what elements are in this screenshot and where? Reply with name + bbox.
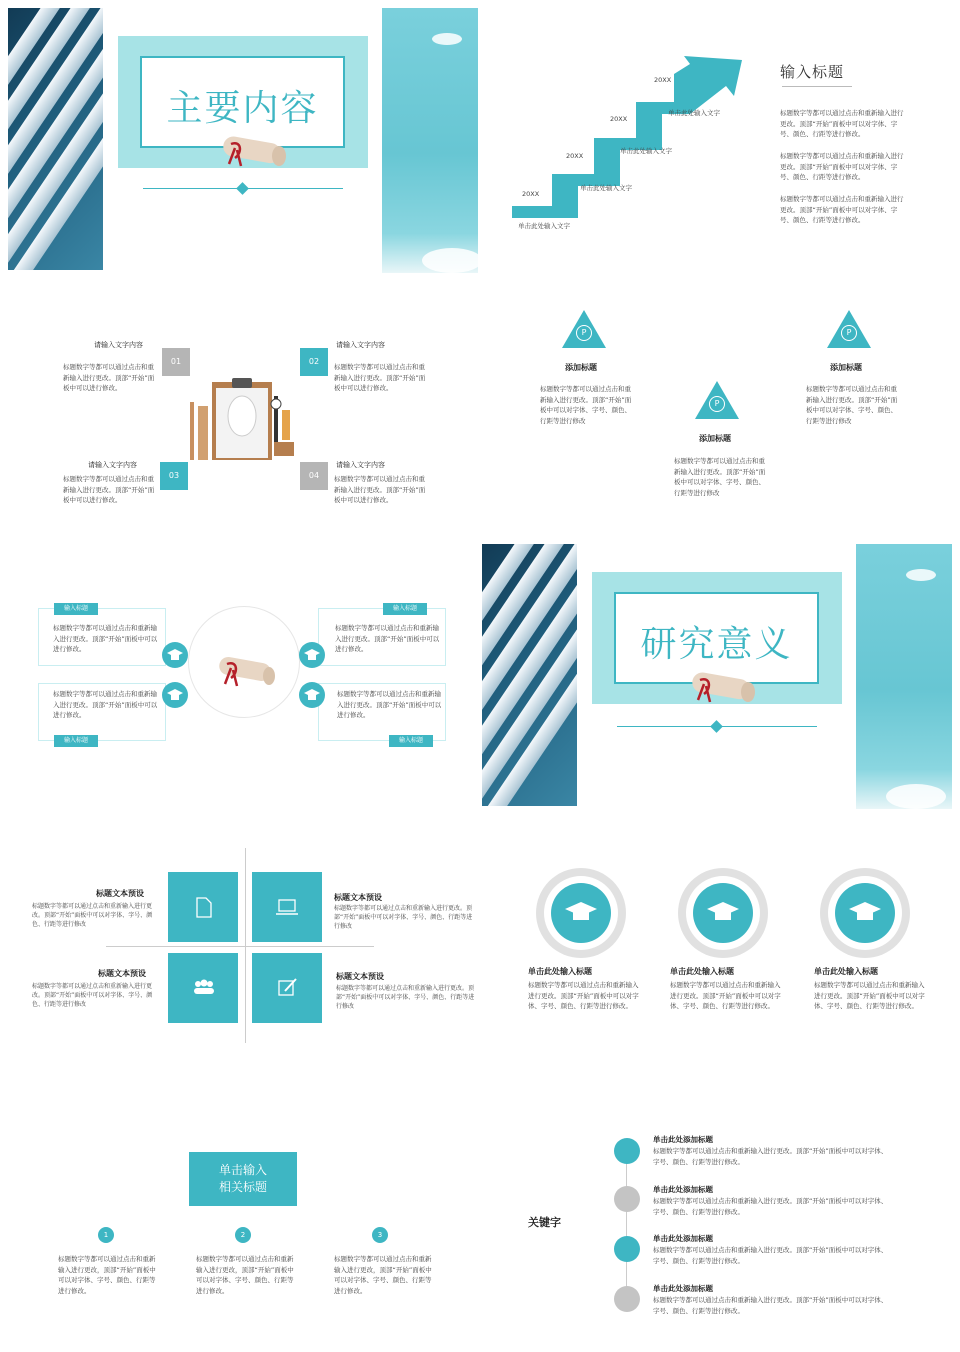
diploma-scroll-icon (682, 666, 762, 710)
item-text-4: 标题数字等都可以通过点击和重新输入进行更改。顶部“开始”面板中可以进行修改。 (334, 475, 426, 504)
quad-text-1: 标题数字等都可以通过点击和重新输入进行更改。顶部“开始”面板中可以对字体、字号、颜色、行距等进行修改 (32, 903, 153, 928)
quad-title-2: 标题文本预设 (334, 893, 382, 902)
card-text-4: 标题数字等都可以通过点击和重新输入进行更改。顶部“开始”面板中可以进行修改。 (337, 690, 442, 719)
keyword-label: 关键字 (528, 1216, 561, 1229)
laptop-tile (252, 872, 322, 942)
title-box (189, 1152, 297, 1206)
triangle-icon-2 (695, 381, 739, 419)
quad-title-4: 标题文本预设 (336, 972, 384, 981)
cap-ring-2 (678, 868, 768, 958)
step-text-1: 单击此处输入文字 (518, 222, 570, 230)
year-1: 20XX (522, 190, 540, 198)
step-text-3: 单击此处输入文字 (620, 147, 672, 155)
item-text-1: 标题数字等都可以通过点击和重新输入进行更改。顶部“开始”面板中可以进行修改。 (63, 363, 155, 392)
card-text-2: 标题数字等都可以通过点击和重新输入进行更改。顶部“开始”面板中可以进行修改。 (53, 690, 158, 719)
slide-research-significance (482, 544, 952, 809)
slide-main-content (8, 8, 478, 273)
timeline-text-2: 标题数字等都可以通过点击和重新输入进行更改。顶部“开始”面板中可以对字体、字号、颜色、行距等进行修改。 (653, 1197, 888, 1216)
ring-text-3: 标题数字等都可以通过点击和重新输入进行更改。顶部“开始”面板中可以对字体、字号、颜色、行距等进行修改。 (814, 981, 925, 1010)
item-number-2: 02 (300, 348, 328, 376)
card-tag-2: 输入标题 (54, 735, 98, 747)
item-title-4: 请输入文字内容 (336, 461, 385, 469)
info-card-4 (318, 683, 446, 741)
timeline-title-3: 单击此处添加标题 (653, 1234, 713, 1243)
laptop-icon (252, 872, 322, 942)
block-text-3: 标题数字等都可以通过点击和重新输入进行更改。顶部“开始”面板中可以对字体、字号、颜色、行距等进行修改 (806, 385, 898, 425)
graduation-cap-icon (299, 642, 325, 668)
timeline-dot-3 (614, 1236, 640, 1262)
slide-numbered (8, 1080, 478, 1345)
year-4: 20XX (654, 76, 672, 84)
pin-icon: P (709, 396, 725, 412)
slide-cards-circle (8, 544, 478, 809)
graduation-cap-icon (162, 682, 188, 708)
group-icon (168, 953, 238, 1023)
paragraph-2: 标题数字等都可以通过点击和重新输入进行更改。顶部“开始”面板中可以对字体、字号、颜色、行距等进行修改。 (780, 152, 904, 181)
item-text-3: 标题数字等都可以通过点击和重新输入进行更改。顶部“开始”面板中可以进行修改。 (63, 475, 155, 504)
item-title-1: 请输入文字内容 (94, 341, 143, 349)
item-number-1: 01 (162, 348, 190, 376)
ring-title-2: 单击此处输入标题 (670, 967, 734, 976)
diploma-scroll-icon (213, 652, 283, 692)
number-badge-3: 3 (372, 1227, 388, 1243)
sky-photo (856, 544, 952, 809)
timeline-dot-4 (614, 1286, 640, 1312)
card-tag-1: 输入标题 (54, 603, 98, 615)
ring-title-3: 单击此处输入标题 (814, 967, 878, 976)
slide-triangles (484, 276, 954, 541)
paragraph-1: 标题数字等都可以通过点击和重新输入进行更改。顶部“开始”面板中可以对字体、字号、颜色、行距等进行修改。 (780, 109, 904, 138)
block-title-1: 添加标题 (565, 363, 597, 372)
card-tag-3: 输入标题 (383, 603, 427, 615)
heading-underline (782, 86, 852, 87)
info-card-3 (318, 608, 446, 666)
timeline-line (626, 1150, 627, 1300)
year-3: 20XX (610, 115, 628, 123)
slide-timeline (484, 1080, 954, 1345)
edit-icon (252, 953, 322, 1023)
ring-text-1: 标题数字等都可以通过点击和重新输入进行更改。顶部“开始”面板中可以对字体、字号、颜色、行距等进行修改。 (528, 981, 639, 1010)
step-text-2: 单击此处输入文字 (580, 184, 632, 192)
pdf-icon (168, 872, 238, 942)
number-badge-1: 1 (98, 1227, 114, 1243)
info-card-1 (38, 608, 166, 666)
pdf-tile (168, 872, 238, 942)
item-number-4: 04 (300, 462, 328, 490)
graduation-cap-icon (693, 883, 753, 943)
graduation-cap-icon (162, 642, 188, 668)
timeline-title-4: 单击此处添加标题 (653, 1284, 713, 1293)
item-title-3: 请输入文字内容 (88, 461, 137, 469)
slide-staircase (484, 8, 954, 273)
numbered-text-2: 标题数字等都可以通过点击和重新输入进行更改，顶部“开始”面板中可以对字体、字号、颜色、行距等进行修改。 (196, 1255, 294, 1295)
quad-text-4: 标题数字等都可以通过点击和重新输入进行更改。顶部“开始”面板中可以对字体、字号、颜色、行距等进行修改 (336, 985, 475, 1010)
graduation-cap-icon (835, 883, 895, 943)
quad-title-1: 标题文本预设 (96, 889, 144, 898)
ring-text-2: 标题数字等都可以通过点击和重新输入进行更改。顶部“开始”面板中可以对字体、字号、颜色、行距等进行修改。 (670, 981, 781, 1010)
step-text-4: 单击此处输入文字 (668, 109, 720, 117)
quad-title-3: 标题文本预设 (98, 969, 146, 978)
diploma-scroll-icon (213, 130, 293, 174)
year-2: 20XX (566, 152, 584, 160)
timeline-dot-1 (614, 1138, 640, 1164)
sky-photo (382, 8, 478, 273)
timeline-dot-2 (614, 1186, 640, 1212)
graduation-cap-icon (551, 883, 611, 943)
info-card-2 (38, 683, 166, 741)
item-title-2: 请输入文字内容 (336, 341, 385, 349)
slide-title: 研究意义 (640, 624, 793, 665)
item-number-3: 03 (160, 462, 188, 490)
card-text-3: 标题数字等都可以通过点击和重新输入进行更改。顶部“开始”面板中可以进行修改。 (335, 624, 440, 653)
quad-text-3: 标题数字等都可以通过点击和重新输入进行更改。顶部“开始”面板中可以对字体、字号、颜色、行距等进行修改 (32, 983, 153, 1008)
timeline-title-1: 单击此处添加标题 (653, 1135, 713, 1144)
slide-quadrant (8, 812, 478, 1077)
title-line-2: 相关标题 (218, 1180, 267, 1194)
block-title-2: 添加标题 (699, 434, 731, 443)
block-text-2: 标题数字等都可以通过点击和重新输入进行更改。顶部“开始”面板中可以对字体、字号、颜色、行距等进行修改 (674, 457, 766, 497)
block-title-3: 添加标题 (830, 363, 862, 372)
pin-icon: P (576, 325, 592, 341)
block-text-1: 标题数字等都可以通过点击和重新输入进行更改。顶部“开始”面板中可以对字体、字号、颜色、行距等进行修改 (540, 385, 632, 425)
number-badge-2: 2 (235, 1227, 251, 1243)
building-photo (8, 8, 103, 270)
item-text-2: 标题数字等都可以通过点击和重新输入进行更改。顶部“开始”面板中可以进行修改。 (334, 363, 426, 392)
timeline-text-4: 标题数字等都可以通过点击和重新输入进行更改。顶部“开始”面板中可以对字体、字号、颜色、行距等进行修改。 (653, 1296, 888, 1315)
paragraph-3: 标题数字等都可以通过点击和重新输入进行更改。顶部“开始”面板中可以对字体、字号、颜色、行距等进行修改。 (780, 195, 904, 224)
ring-title-1: 单击此处输入标题 (528, 967, 592, 976)
group-tile (168, 953, 238, 1023)
diamond-marker (236, 182, 249, 195)
numbered-text-3: 标题数字等都可以通过点击和重新输入进行更改，顶部“开始”面板中可以对字体、字号、颜色、行距等进行修改。 (334, 1255, 432, 1295)
card-tag-4: 输入标题 (389, 735, 433, 747)
title-line-1: 单击输入 (218, 1163, 267, 1177)
triangle-icon-3 (827, 310, 871, 348)
triangle-icon-1 (562, 310, 606, 348)
staircase-arrow (512, 56, 752, 226)
edit-tile (252, 953, 322, 1023)
slide-three-rings (484, 812, 954, 1077)
cap-ring-1 (536, 868, 626, 958)
horizontal-axis (106, 946, 374, 947)
slide-four-items (8, 276, 478, 541)
graduation-cap-icon (299, 682, 325, 708)
timeline-text-1: 标题数字等都可以通过点击和重新输入进行更改。顶部“开始”面板中可以对字体、字号、颜色、行距等进行修改。 (653, 1147, 888, 1166)
slide-title: 主要内容 (166, 88, 319, 129)
timeline-title-2: 单击此处添加标题 (653, 1185, 713, 1194)
building-photo (482, 544, 577, 806)
pin-icon: P (841, 325, 857, 341)
card-text-1: 标题数字等都可以通过点击和重新输入进行更改。顶部“开始”面板中可以进行修改。 (53, 624, 158, 653)
diamond-marker (710, 720, 723, 733)
timeline-text-3: 标题数字等都可以通过点击和重新输入进行更改。顶部“开始”面板中可以对字体、字号、颜色、行距等进行修改。 (653, 1246, 888, 1265)
quad-text-2: 标题数字等都可以通过点击和重新输入进行更改。顶部“开始”面板中可以对字体、字号、颜色、行距等进行修改 (334, 905, 473, 930)
cap-ring-3 (820, 868, 910, 958)
stationery-photo (182, 376, 308, 464)
heading: 输入标题 (780, 63, 845, 81)
numbered-text-1: 标题数字等都可以通过点击和重新输入进行更改，顶部“开始”面板中可以对字体、字号、颜色、行距等进行修改。 (58, 1255, 156, 1295)
